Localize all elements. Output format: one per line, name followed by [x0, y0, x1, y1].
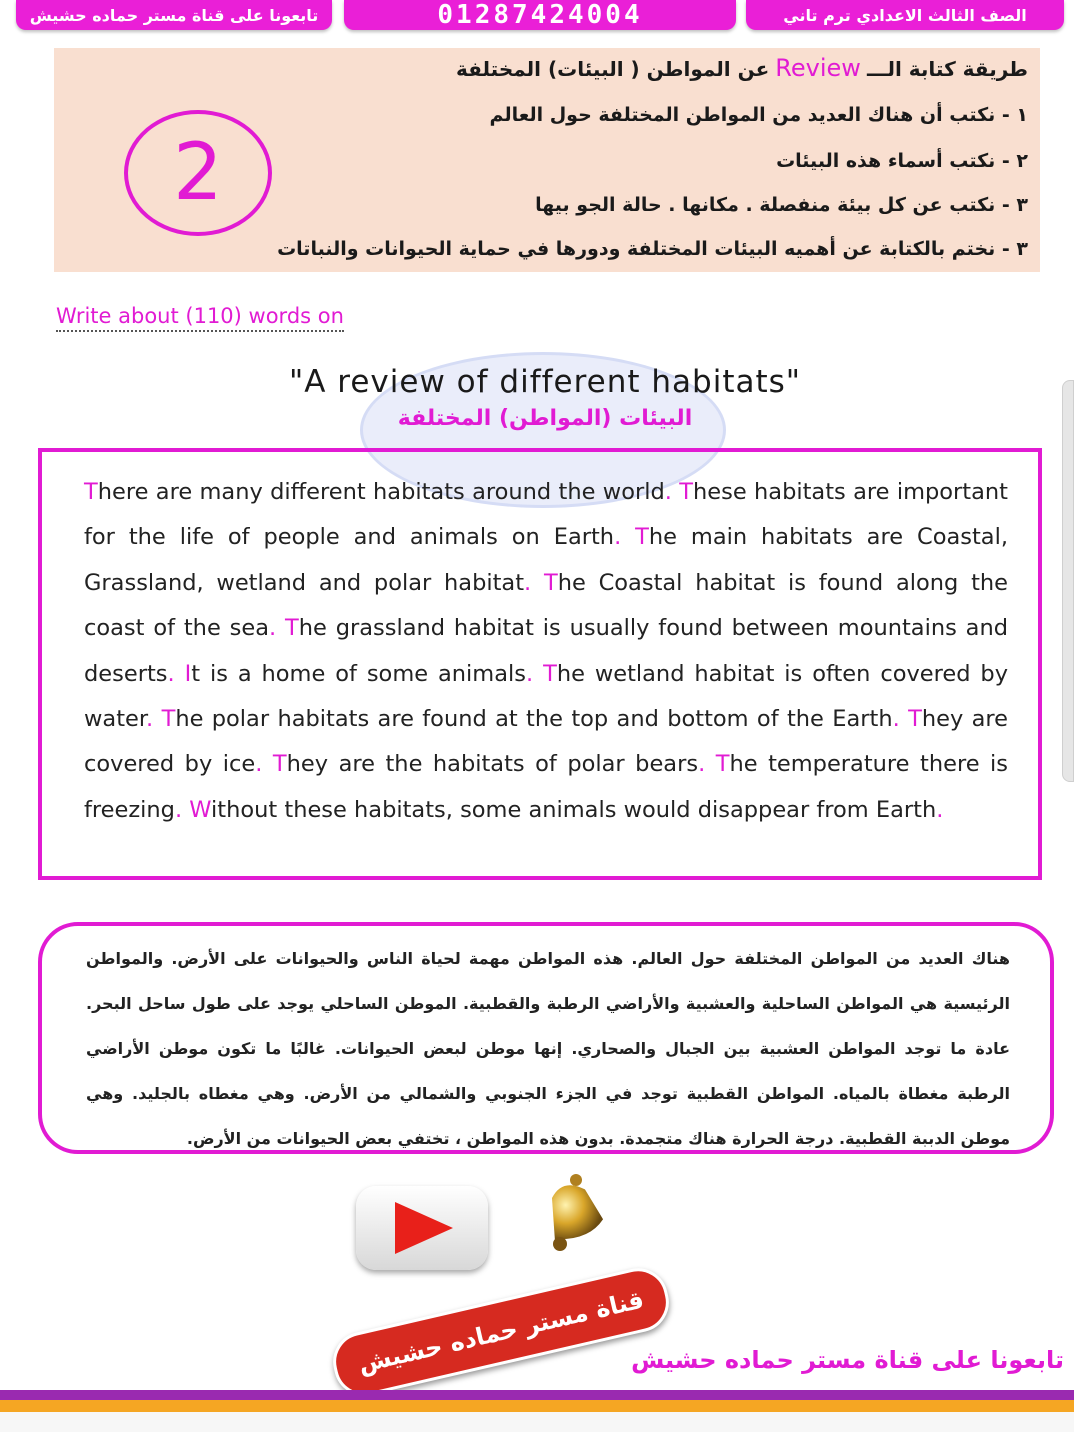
- essay-sentence: [189, 797, 943, 823]
- english-essay-box: [38, 448, 1042, 880]
- sentence-body: he Coastal habitat is found along the coast of the sea: [84, 569, 1008, 642]
- arabic-translation-box: [38, 922, 1054, 1154]
- sentence-period: .: [174, 796, 183, 823]
- sentence-initial: T: [679, 479, 694, 505]
- sentence-body: ithout these habitats, some animals would disappear from Earth: [211, 796, 937, 823]
- channel-badge-label: قناة مستر حماده حشيش: [355, 1285, 647, 1379]
- sentence-initial: T: [715, 751, 730, 778]
- essay-sentence: [273, 751, 705, 777]
- english-essay-text: [84, 470, 1008, 833]
- sentence-initial: T: [908, 706, 922, 733]
- sentence-body: he polar habitats are found at the top and bottom of the Earth: [175, 706, 893, 733]
- side-scroll-handle[interactable]: [1062, 380, 1074, 782]
- lesson-number-circle: [124, 110, 272, 236]
- sentence-period: .: [698, 751, 706, 778]
- sentence-initial: T: [543, 569, 558, 596]
- sentence-initial: W: [189, 796, 212, 823]
- arabic-translation-text: هناك العديد من المواطن المختلفة حول العالم. هذه المواطن مهمة لحياة الناس والحيوانات على الأرض. والمواطن الرئيسية هي المواطن الساحلية والعشبية والأراضي الرطبة والقطبية. الموطن الساحلي يوجد على طول ساحل البحر. عادة ما توجد المواطن العشبية بين الجبال والصحاري. إنها موطن لبعض الحيوانات. غالبًا ما تكون موطن الأراضي الرطبة مغطاة بالمياه. المواطن القطبية توجد في الجزء الجنوبي والشمالي من الأرض. وهي مغطاه بالجليد. وهي موطن الدببة القطبية. درجة الحرارة هناك متجمدة. بدون هذه المواطن ، تختفي بعض الحيوانات من الأرض.: [86, 949, 1010, 1148]
- tip-item: ١ - نكتب أن هناك العديد من المواطن المختلفة حول العالم: [489, 104, 1028, 126]
- essay-sentence: [162, 706, 900, 732]
- tips-title: [456, 54, 1028, 82]
- header-phone-pill: [344, 0, 736, 30]
- channel-name-badge[interactable]: [327, 1262, 675, 1401]
- sentence-body: t is a home of some animals: [191, 660, 526, 687]
- sentence-period: .: [936, 796, 944, 823]
- writing-tips-box: [54, 48, 1040, 272]
- sentence-body: here are many different habitats around the world: [97, 479, 665, 505]
- header-follow-label: تابعونا على قناة مستر حماده حشيش: [29, 5, 319, 25]
- tips-title-after: عن المواطن ( البيئات) المختلفة: [455, 57, 770, 81]
- sentence-period: .: [268, 615, 277, 642]
- header-grade-pill: [746, 0, 1064, 30]
- sentence-period: .: [664, 479, 672, 505]
- essay-topic-arabic: البيئات (المواطن) المختلفة: [397, 406, 693, 431]
- essay-sentence: [84, 479, 672, 505]
- writing-instruction: Write about (110) words on: [56, 304, 344, 332]
- bottom-decorative-bar: [0, 1390, 1074, 1432]
- sentence-initial: T: [161, 706, 176, 733]
- essay-sentence: [185, 661, 534, 687]
- sentence-initial: T: [543, 660, 557, 687]
- sentence-period: .: [892, 706, 900, 733]
- sentence-initial: T: [84, 479, 98, 505]
- sentence-initial: T: [635, 524, 649, 551]
- sentence-period: .: [146, 706, 154, 733]
- essay-topic-title: "A review of different habitats": [288, 364, 802, 400]
- tips-title-before: طريقة كتابة الـــ: [866, 57, 1028, 81]
- header-follow-pill: [16, 0, 332, 30]
- sentence-period: .: [167, 660, 175, 687]
- sentence-period: .: [524, 569, 532, 596]
- header-phone-number: 01287424004: [437, 0, 643, 30]
- sentence-body: he main habitats are Coastal, Grassland, wetland and polar habitat: [84, 524, 1008, 596]
- sentence-body: he grassland habitat is usually found between mountains and deserts: [84, 615, 1008, 687]
- tips-title-review: Review: [775, 54, 861, 82]
- play-icon: [387, 1198, 457, 1258]
- sentence-period: .: [255, 751, 263, 778]
- header-grade-label: الصف الثالث الاعدادي ترم تاني: [783, 5, 1027, 25]
- bell-icon[interactable]: [530, 1170, 610, 1260]
- tip-item: ٣ - نختم بالكتابة عن أهميه البيئات المختلفة ودورها في حماية الحيوانات والنباتات: [277, 238, 1028, 260]
- lesson-number: 2: [173, 128, 223, 218]
- sentence-period: .: [614, 524, 622, 551]
- sentence-body: hese habitats are important for the life of people and animals on Earth: [84, 479, 1008, 551]
- tip-item: ٣ - نكتب عن كل بيئة منفصلة . مكانها . حالة الجو بيها: [535, 194, 1028, 216]
- sentence-body: he temperature there is freezing: [84, 751, 1009, 823]
- tip-item: ٢ - نكتب أسماء هذه البيئات: [776, 150, 1028, 172]
- sentence-body: hey are the habitats of polar bears: [286, 751, 699, 778]
- youtube-play-button[interactable]: [356, 1186, 488, 1270]
- follow-channel-text: تابعونا على قناة مستر حماده حشيش: [631, 1346, 1064, 1374]
- sentence-initial: T: [272, 751, 287, 778]
- sentence-period: .: [525, 660, 534, 687]
- sentence-body: hey are covered by ice: [84, 706, 1008, 778]
- sentence-initial: I: [184, 660, 192, 687]
- sentence-initial: T: [285, 615, 299, 642]
- sentence-body: he wetland habitat is often covered by water: [84, 660, 1009, 733]
